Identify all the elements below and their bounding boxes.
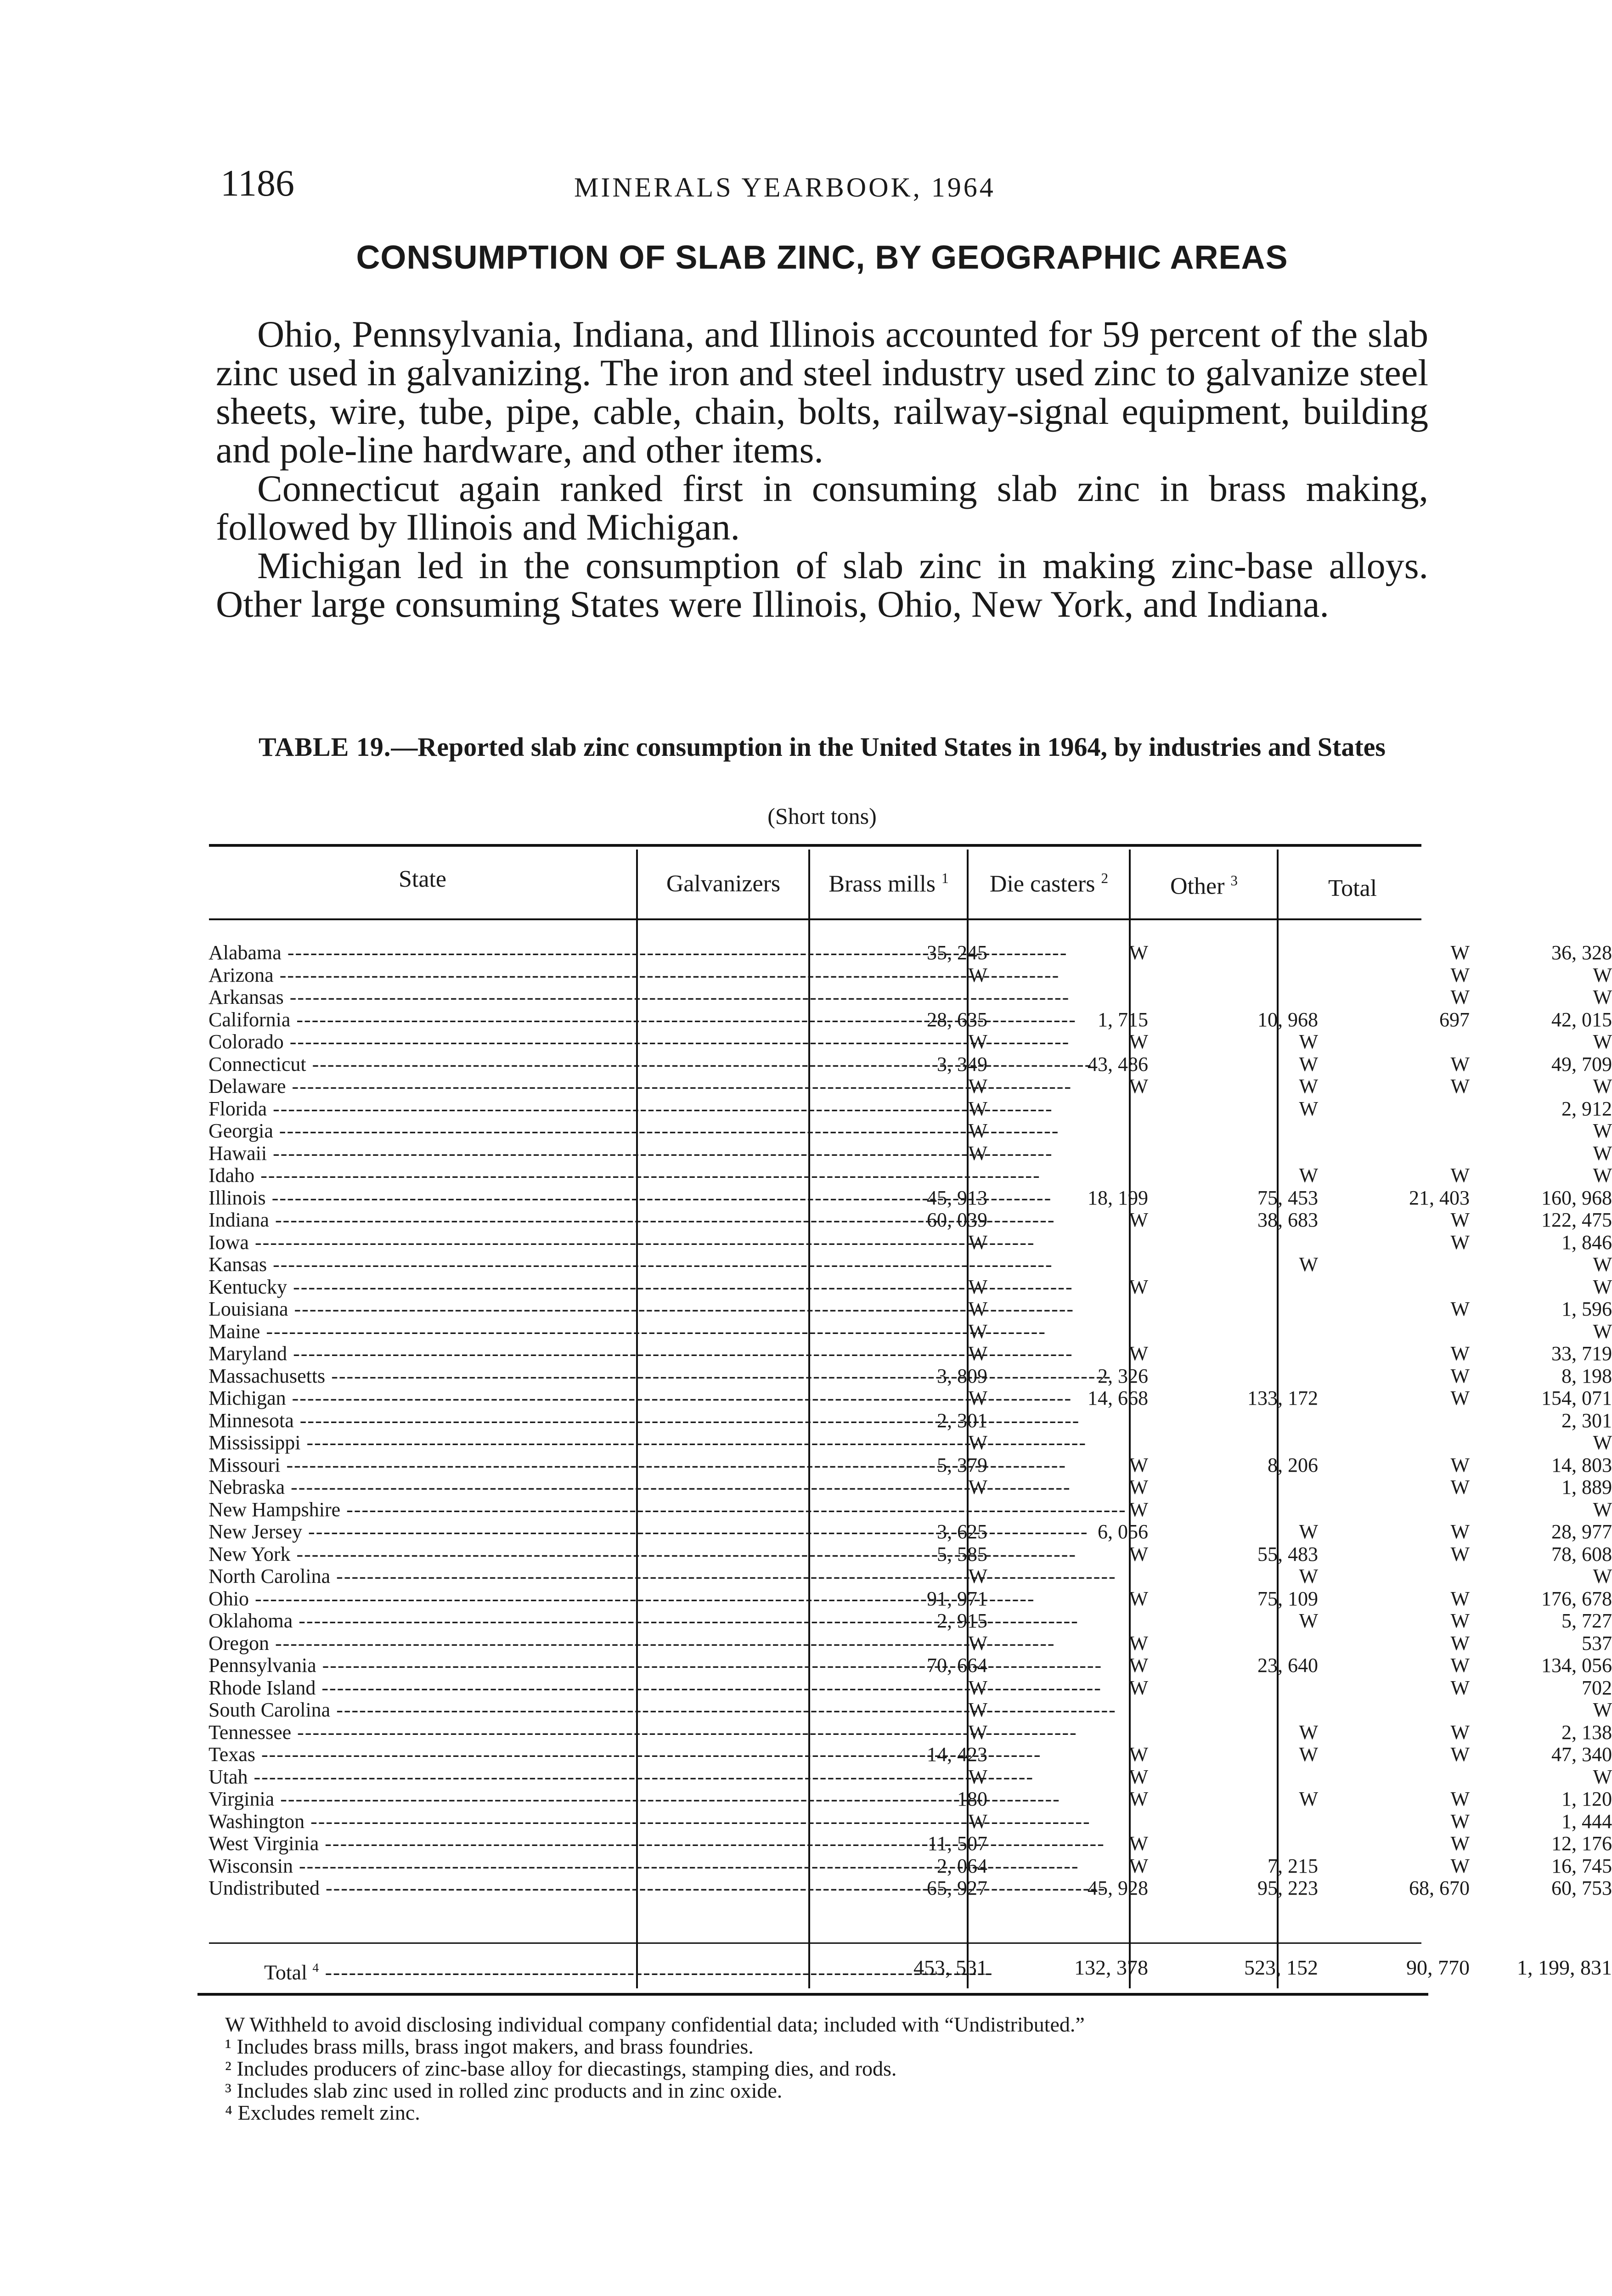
- cell-total: W: [1593, 1164, 1612, 1187]
- state-name: Florida -----: [209, 1097, 796, 1120]
- state-name: Wisconsin -----: [209, 1855, 796, 1878]
- cell-brass-mills: W: [1129, 1676, 1148, 1699]
- cell-total: W: [1593, 963, 1612, 986]
- total-total: 1, 199, 831: [1517, 1956, 1612, 1979]
- header-other-label: Other: [1170, 873, 1225, 900]
- cell-galvanizers: W: [968, 963, 987, 986]
- footnote: W Withheld to avoid disclosing individual company confidential data; included with “Undistributed.”: [225, 2013, 1085, 2036]
- total-galvanizers: 453, 531: [913, 1956, 987, 1979]
- cell-galvanizers: W: [968, 1142, 987, 1165]
- cell-total: 122, 475: [1541, 1209, 1612, 1231]
- header-brass-mills: [811, 870, 967, 897]
- cell-brass-mills: W: [1129, 1832, 1148, 1855]
- cell-brass-mills: W: [1129, 1275, 1148, 1298]
- cell-total: 702: [1582, 1676, 1612, 1699]
- cell-die-casters: 133, 172: [1247, 1387, 1318, 1409]
- cell-brass-mills: W: [1129, 941, 1148, 964]
- cell-galvanizers: 3, 625: [937, 1520, 987, 1543]
- state-name: Undistributed -----: [209, 1877, 796, 1900]
- cell-galvanizers: W: [968, 1476, 987, 1498]
- cell-other: W: [1450, 1654, 1470, 1677]
- cell-brass-mills: W: [1129, 1209, 1148, 1231]
- total-other: 90, 770: [1406, 1956, 1470, 1979]
- cell-other: W: [1450, 1587, 1470, 1610]
- table-row: [197, 1520, 1612, 1543]
- cell-die-casters: W: [1299, 1609, 1318, 1632]
- cell-galvanizers: 180: [957, 1788, 987, 1810]
- header-die-casters-label: Die casters: [989, 871, 1095, 897]
- cell-die-casters: 75, 109: [1257, 1587, 1318, 1610]
- cell-die-casters: 23, 640: [1257, 1654, 1318, 1677]
- cell-galvanizers: 91, 971: [927, 1587, 987, 1610]
- cell-galvanizers: W: [968, 1030, 987, 1053]
- cell-brass-mills: 2, 326: [1098, 1364, 1148, 1387]
- cell-galvanizers: W: [968, 1765, 987, 1788]
- table-row: [197, 1253, 1612, 1276]
- state-name: Ohio -----: [209, 1587, 796, 1610]
- table-row: [197, 1542, 1612, 1566]
- cell-other: W: [1450, 1632, 1470, 1654]
- cell-die-casters: W: [1299, 1097, 1318, 1120]
- table-row: [197, 1676, 1612, 1699]
- cell-brass-mills: W: [1129, 1030, 1148, 1053]
- state-name: Mississippi -----: [209, 1431, 796, 1454]
- cell-total: W: [1593, 1142, 1612, 1165]
- table-row: [197, 1030, 1612, 1053]
- state-name: Delaware -----: [209, 1075, 796, 1098]
- table-row: [197, 1699, 1612, 1722]
- section-heading: CONSUMPTION OF SLAB ZINC, BY GEOGRAPHIC AREAS: [356, 239, 1288, 276]
- state-name: Minnesota -----: [209, 1409, 796, 1432]
- cell-brass-mills: 1, 715: [1098, 1008, 1148, 1031]
- cell-galvanizers: W: [968, 1320, 987, 1343]
- cell-galvanizers: W: [968, 1275, 987, 1298]
- cell-galvanizers: W: [968, 1075, 987, 1097]
- state-name: Arizona -----: [209, 964, 796, 987]
- cell-galvanizers: W: [968, 1231, 987, 1254]
- cell-galvanizers: 28, 635: [927, 1008, 987, 1031]
- cell-other: 697: [1439, 1008, 1470, 1031]
- cell-other: W: [1450, 1231, 1470, 1254]
- cell-total: 1, 846: [1561, 1231, 1612, 1254]
- cell-die-casters: 7, 215: [1268, 1854, 1318, 1877]
- cell-total: W: [1593, 1275, 1612, 1298]
- state-name: Louisiana -----: [209, 1298, 796, 1321]
- total-label-text: Total: [264, 1960, 307, 1984]
- cell-galvanizers: 2, 064: [937, 1854, 987, 1877]
- table-row: [197, 986, 1612, 1009]
- footnote-ref: 1: [941, 870, 949, 886]
- cell-galvanizers: 3, 349: [937, 1052, 987, 1075]
- cell-total: 12, 176: [1551, 1832, 1612, 1855]
- state-name: Idaho -----: [209, 1164, 796, 1187]
- cell-die-casters: W: [1299, 1030, 1318, 1053]
- table-row: [197, 1186, 1612, 1210]
- state-name: Kentucky -----: [209, 1276, 796, 1299]
- cell-total: W: [1593, 1565, 1612, 1587]
- total-brass-mills: 132, 378: [1074, 1956, 1148, 1979]
- cell-galvanizers: W: [968, 1699, 987, 1721]
- state-name: California -----: [209, 1008, 796, 1031]
- state-name: Michigan -----: [209, 1387, 796, 1410]
- cell-other: W: [1450, 1387, 1470, 1409]
- cell-die-casters: 10, 968: [1257, 1008, 1318, 1031]
- cell-other: W: [1450, 1743, 1470, 1766]
- cell-total: 1, 444: [1561, 1810, 1612, 1833]
- state-name: Indiana -----: [209, 1209, 796, 1232]
- table-row: [197, 1765, 1612, 1789]
- header-brass-mills-label: Brass mills: [829, 871, 936, 897]
- cell-other: W: [1450, 941, 1470, 964]
- header-die-casters: [969, 870, 1129, 897]
- table-top-rule: [209, 844, 1421, 847]
- footnote-ref: 3: [1230, 872, 1238, 889]
- cell-brass-mills: W: [1129, 1743, 1148, 1766]
- cell-total: W: [1593, 1431, 1612, 1454]
- cell-other: W: [1450, 1209, 1470, 1231]
- cell-galvanizers: W: [968, 1298, 987, 1320]
- cell-total: W: [1593, 1120, 1612, 1142]
- state-name: Virginia -----: [209, 1788, 796, 1811]
- cell-galvanizers: 2, 915: [937, 1609, 987, 1632]
- table-row: [197, 963, 1612, 987]
- table-row: [197, 1298, 1612, 1321]
- cell-other: W: [1450, 1453, 1470, 1476]
- table-row: [197, 1609, 1612, 1632]
- state-name: Arkansas -----: [209, 986, 796, 1009]
- table-row: [197, 1052, 1612, 1076]
- cell-total: 160, 968: [1541, 1186, 1612, 1209]
- header-galvanizers: Galvanizers: [666, 871, 781, 897]
- cell-brass-mills: 6, 056: [1098, 1520, 1148, 1543]
- cell-other: W: [1450, 1542, 1470, 1565]
- cell-galvanizers: 2, 301: [937, 1409, 987, 1432]
- cell-total: W: [1593, 1253, 1612, 1276]
- paragraph: Ohio, Pennsylvania, Indiana, and Illinois accounted for 59 percent of the slab zinc used in galvanizing. The iron and steel industry used zinc to galvanize steel sheets, wire, tube, pipe, cable, chain, bolts, railway-signal equipment, building and pole-line hardware, and other items.: [216, 313, 1428, 471]
- cell-total: 78, 608: [1551, 1542, 1612, 1565]
- cell-die-casters: W: [1299, 1164, 1318, 1187]
- table-row: [197, 1832, 1612, 1855]
- cell-total: W: [1593, 1030, 1612, 1053]
- state-name: Utah -----: [209, 1766, 796, 1789]
- state-name: Colorado -----: [209, 1030, 796, 1053]
- state-name: Iowa -----: [209, 1231, 796, 1254]
- state-name: West Virginia -----: [209, 1832, 796, 1855]
- table-row: [197, 1275, 1612, 1299]
- table-row: [197, 1788, 1612, 1811]
- cell-galvanizers: 45, 913: [927, 1186, 987, 1209]
- table-row: [197, 941, 1612, 964]
- cell-brass-mills: W: [1129, 1765, 1148, 1788]
- total-row: [197, 1952, 1612, 1984]
- state-name: Illinois -----: [209, 1187, 796, 1210]
- cell-brass-mills: 45, 928: [1088, 1877, 1148, 1899]
- cell-brass-mills: W: [1129, 1788, 1148, 1810]
- cell-other: W: [1450, 1164, 1470, 1187]
- cell-die-casters: W: [1299, 1743, 1318, 1766]
- cell-total: 2, 138: [1561, 1721, 1612, 1744]
- table-row: [197, 1498, 1612, 1521]
- table-row: [197, 1142, 1612, 1165]
- cell-die-casters: 55, 483: [1257, 1542, 1318, 1565]
- cell-die-casters: W: [1299, 1565, 1318, 1587]
- footnote-ref: 2: [1101, 870, 1109, 886]
- cell-total: 8, 198: [1561, 1364, 1612, 1387]
- cell-galvanizers: W: [968, 1387, 987, 1409]
- intro-text: [216, 315, 1428, 624]
- table-row: [197, 1164, 1612, 1187]
- cell-galvanizers: W: [968, 1676, 987, 1699]
- cell-die-casters: W: [1299, 1721, 1318, 1744]
- cell-total: 1, 889: [1561, 1476, 1612, 1498]
- cell-other: W: [1450, 1520, 1470, 1543]
- cell-other: W: [1450, 1075, 1470, 1097]
- total-die-casters: 523, 152: [1244, 1956, 1318, 1979]
- cell-total: W: [1593, 1765, 1612, 1788]
- state-name: Alabama -----: [209, 941, 796, 964]
- cell-other: W: [1450, 1476, 1470, 1498]
- state-name: Nebraska -----: [209, 1476, 796, 1499]
- table-row: [197, 1877, 1612, 1900]
- table-total-rule: [209, 1942, 1421, 1944]
- table-row: [197, 1364, 1612, 1388]
- cell-die-casters: W: [1299, 1052, 1318, 1075]
- state-name: Oregon -----: [209, 1632, 796, 1655]
- cell-other: W: [1450, 1854, 1470, 1877]
- state-name: Maryland -----: [209, 1342, 796, 1365]
- cell-galvanizers: 5, 379: [937, 1453, 987, 1476]
- cell-die-casters: W: [1299, 1075, 1318, 1097]
- table-title: —Reported slab zinc consumption in the United States in 1964, by industries and States: [391, 732, 1386, 762]
- cell-brass-mills: W: [1129, 1342, 1148, 1365]
- cell-die-casters: 95, 223: [1257, 1877, 1318, 1899]
- cell-total: W: [1593, 1699, 1612, 1721]
- cell-other: W: [1450, 1364, 1470, 1387]
- cell-total: 36, 328: [1551, 941, 1612, 964]
- state-name: Texas -----: [209, 1743, 796, 1766]
- cell-die-casters: W: [1299, 1788, 1318, 1810]
- table-row: [197, 1721, 1612, 1744]
- cell-total: 47, 340: [1551, 1743, 1612, 1766]
- cell-die-casters: W: [1299, 1253, 1318, 1276]
- journal-title: MINERALS YEARBOOK, 1964: [574, 172, 996, 203]
- state-name: Connecticut -----: [209, 1053, 796, 1076]
- table-row: [197, 1565, 1612, 1588]
- cell-galvanizers: W: [968, 1632, 987, 1654]
- state-name: Massachusetts -----: [209, 1365, 796, 1388]
- cell-total: 1, 596: [1561, 1298, 1612, 1320]
- cell-other: W: [1450, 963, 1470, 986]
- cell-total: 33, 719: [1551, 1342, 1612, 1365]
- cell-brass-mills: W: [1129, 1075, 1148, 1097]
- cell-galvanizers: W: [968, 1721, 987, 1744]
- table-row: [197, 1431, 1612, 1454]
- table-row: [197, 1097, 1612, 1120]
- table-label: TABLE 19.: [259, 732, 391, 762]
- cell-galvanizers: W: [968, 1810, 987, 1833]
- cell-brass-mills: 18, 199: [1088, 1186, 1148, 1209]
- cell-total: 60, 753: [1551, 1877, 1612, 1899]
- cell-galvanizers: W: [968, 1565, 987, 1587]
- cell-total: W: [1593, 1320, 1612, 1343]
- cell-brass-mills: W: [1129, 1498, 1148, 1521]
- total-label: [264, 1952, 792, 1988]
- state-name: New Jersey -----: [209, 1520, 796, 1543]
- cell-other: W: [1450, 1052, 1470, 1075]
- footnote: ² Includes producers of zinc-base alloy for diecastings, stamping dies, and rods.: [225, 2057, 897, 2080]
- footnote: ³ Includes slab zinc used in rolled zinc products and in zinc oxide.: [225, 2079, 783, 2102]
- cell-galvanizers: 3, 809: [937, 1364, 987, 1387]
- cell-total: W: [1593, 1498, 1612, 1521]
- cell-other: W: [1450, 1788, 1470, 1810]
- cell-other: W: [1450, 1342, 1470, 1365]
- table-row: [197, 1476, 1612, 1499]
- table-row: [197, 1231, 1612, 1254]
- state-name: Hawaii -----: [209, 1142, 796, 1165]
- state-name: Oklahoma -----: [209, 1609, 796, 1632]
- table-row: [197, 1453, 1612, 1477]
- cell-galvanizers: W: [968, 1342, 987, 1365]
- cell-brass-mills: 14, 668: [1088, 1387, 1148, 1409]
- running-head: [216, 162, 1437, 212]
- cell-galvanizers: 35, 245: [927, 941, 987, 964]
- state-name: Washington -----: [209, 1810, 796, 1833]
- cell-total: W: [1593, 1075, 1612, 1097]
- cell-total: 537: [1582, 1632, 1612, 1654]
- state-name: Tennessee -----: [209, 1721, 796, 1744]
- table-row: [197, 1209, 1612, 1232]
- paragraph: Connecticut again ranked first in consuming slab zinc in brass making, followed by Illinois and Michigan.: [216, 467, 1428, 548]
- cell-total: 1, 120: [1561, 1788, 1612, 1810]
- cell-total: 2, 912: [1561, 1097, 1612, 1120]
- table-header-rule: [209, 918, 1421, 920]
- table-row: [197, 1654, 1612, 1677]
- state-name: New Hampshire -----: [209, 1498, 796, 1521]
- cell-galvanizers: W: [968, 1097, 987, 1120]
- cell-brass-mills: W: [1129, 1854, 1148, 1877]
- cell-brass-mills: W: [1129, 1453, 1148, 1476]
- table-row: [197, 1008, 1612, 1031]
- cell-total: W: [1593, 986, 1612, 1008]
- footnote-ref: 4: [312, 1960, 319, 1975]
- cell-total: 49, 709: [1551, 1052, 1612, 1075]
- cell-total: 14, 803: [1551, 1453, 1612, 1476]
- cell-other: 21, 403: [1409, 1186, 1470, 1209]
- cell-brass-mills: W: [1129, 1654, 1148, 1677]
- cell-galvanizers: 70, 664: [927, 1654, 987, 1677]
- cell-total: 154, 071: [1541, 1387, 1612, 1409]
- state-name: North Carolina -----: [209, 1565, 796, 1588]
- cell-brass-mills: W: [1129, 1542, 1148, 1565]
- cell-brass-mills: W: [1129, 1587, 1148, 1610]
- cell-die-casters: 38, 683: [1257, 1209, 1318, 1231]
- cell-total: 16, 745: [1551, 1854, 1612, 1877]
- footnote: ¹ Includes brass mills, brass ingot makers, and brass foundries.: [225, 2035, 754, 2058]
- table-row: [197, 1387, 1612, 1410]
- cell-other: W: [1450, 1298, 1470, 1320]
- table-bottom-rule: [197, 1993, 1428, 1996]
- cell-total: 5, 727: [1561, 1609, 1612, 1632]
- cell-other: W: [1450, 1721, 1470, 1744]
- cell-other: W: [1450, 1810, 1470, 1833]
- footnotes: [225, 2014, 1419, 2124]
- state-name: Maine -----: [209, 1320, 796, 1343]
- table-row: [197, 1743, 1612, 1766]
- cell-galvanizers: 60, 039: [927, 1209, 987, 1231]
- table-row: [197, 1854, 1612, 1878]
- table-row: [197, 1075, 1612, 1098]
- state-name: Rhode Island -----: [209, 1677, 796, 1699]
- cell-galvanizers: 5, 585: [937, 1542, 987, 1565]
- table-row: [197, 1632, 1612, 1655]
- header-total: Total: [1328, 875, 1377, 901]
- state-name: Kansas -----: [209, 1253, 796, 1276]
- state-name: Georgia -----: [209, 1120, 796, 1142]
- cell-brass-mills: W: [1129, 1476, 1148, 1498]
- cell-other: W: [1450, 1676, 1470, 1699]
- cell-other: 68, 670: [1409, 1877, 1470, 1899]
- table-row: [197, 1409, 1612, 1432]
- page-number: 1186: [220, 162, 294, 204]
- footnote: ⁴ Excludes remelt zinc.: [225, 2101, 420, 2124]
- cell-total: 28, 977: [1551, 1520, 1612, 1543]
- table-row: [197, 1320, 1612, 1343]
- cell-galvanizers: W: [968, 1431, 987, 1454]
- cell-galvanizers: 65, 927: [927, 1877, 987, 1899]
- cell-total: 134, 056: [1541, 1654, 1612, 1677]
- cell-brass-mills: 43, 486: [1088, 1052, 1148, 1075]
- cell-galvanizers: W: [968, 1120, 987, 1142]
- header-other: [1131, 872, 1277, 900]
- header-state: State: [399, 866, 446, 892]
- cell-total: 2, 301: [1561, 1409, 1612, 1432]
- paragraph: Michigan led in the consumption of slab zinc in making zinc-base alloys. Other large consuming States were Illinois, Ohio, New York, and Indiana.: [216, 545, 1428, 625]
- cell-die-casters: 8, 206: [1268, 1453, 1318, 1476]
- table-caption: [216, 731, 1428, 763]
- cell-die-casters: W: [1299, 1520, 1318, 1543]
- state-name: Pennsylvania -----: [209, 1654, 796, 1677]
- cell-total: 176, 678: [1541, 1587, 1612, 1610]
- table-row: [197, 1587, 1612, 1610]
- cell-brass-mills: W: [1129, 1632, 1148, 1654]
- cell-other: W: [1450, 986, 1470, 1008]
- table-row: [197, 1810, 1612, 1833]
- state-name: Missouri -----: [209, 1454, 796, 1477]
- cell-total: 42, 015: [1551, 1008, 1612, 1031]
- cell-galvanizers: 11, 507: [927, 1832, 987, 1855]
- cell-other: W: [1450, 1609, 1470, 1632]
- cell-galvanizers: 14, 423: [927, 1743, 987, 1766]
- table-row: [197, 1120, 1612, 1142]
- cell-other: W: [1450, 1832, 1470, 1855]
- table-units: (Short tons): [767, 803, 877, 829]
- state-name: South Carolina -----: [209, 1699, 796, 1722]
- cell-die-casters: 75, 453: [1257, 1186, 1318, 1209]
- table-row: [197, 1342, 1612, 1365]
- state-name: New York -----: [209, 1543, 796, 1566]
